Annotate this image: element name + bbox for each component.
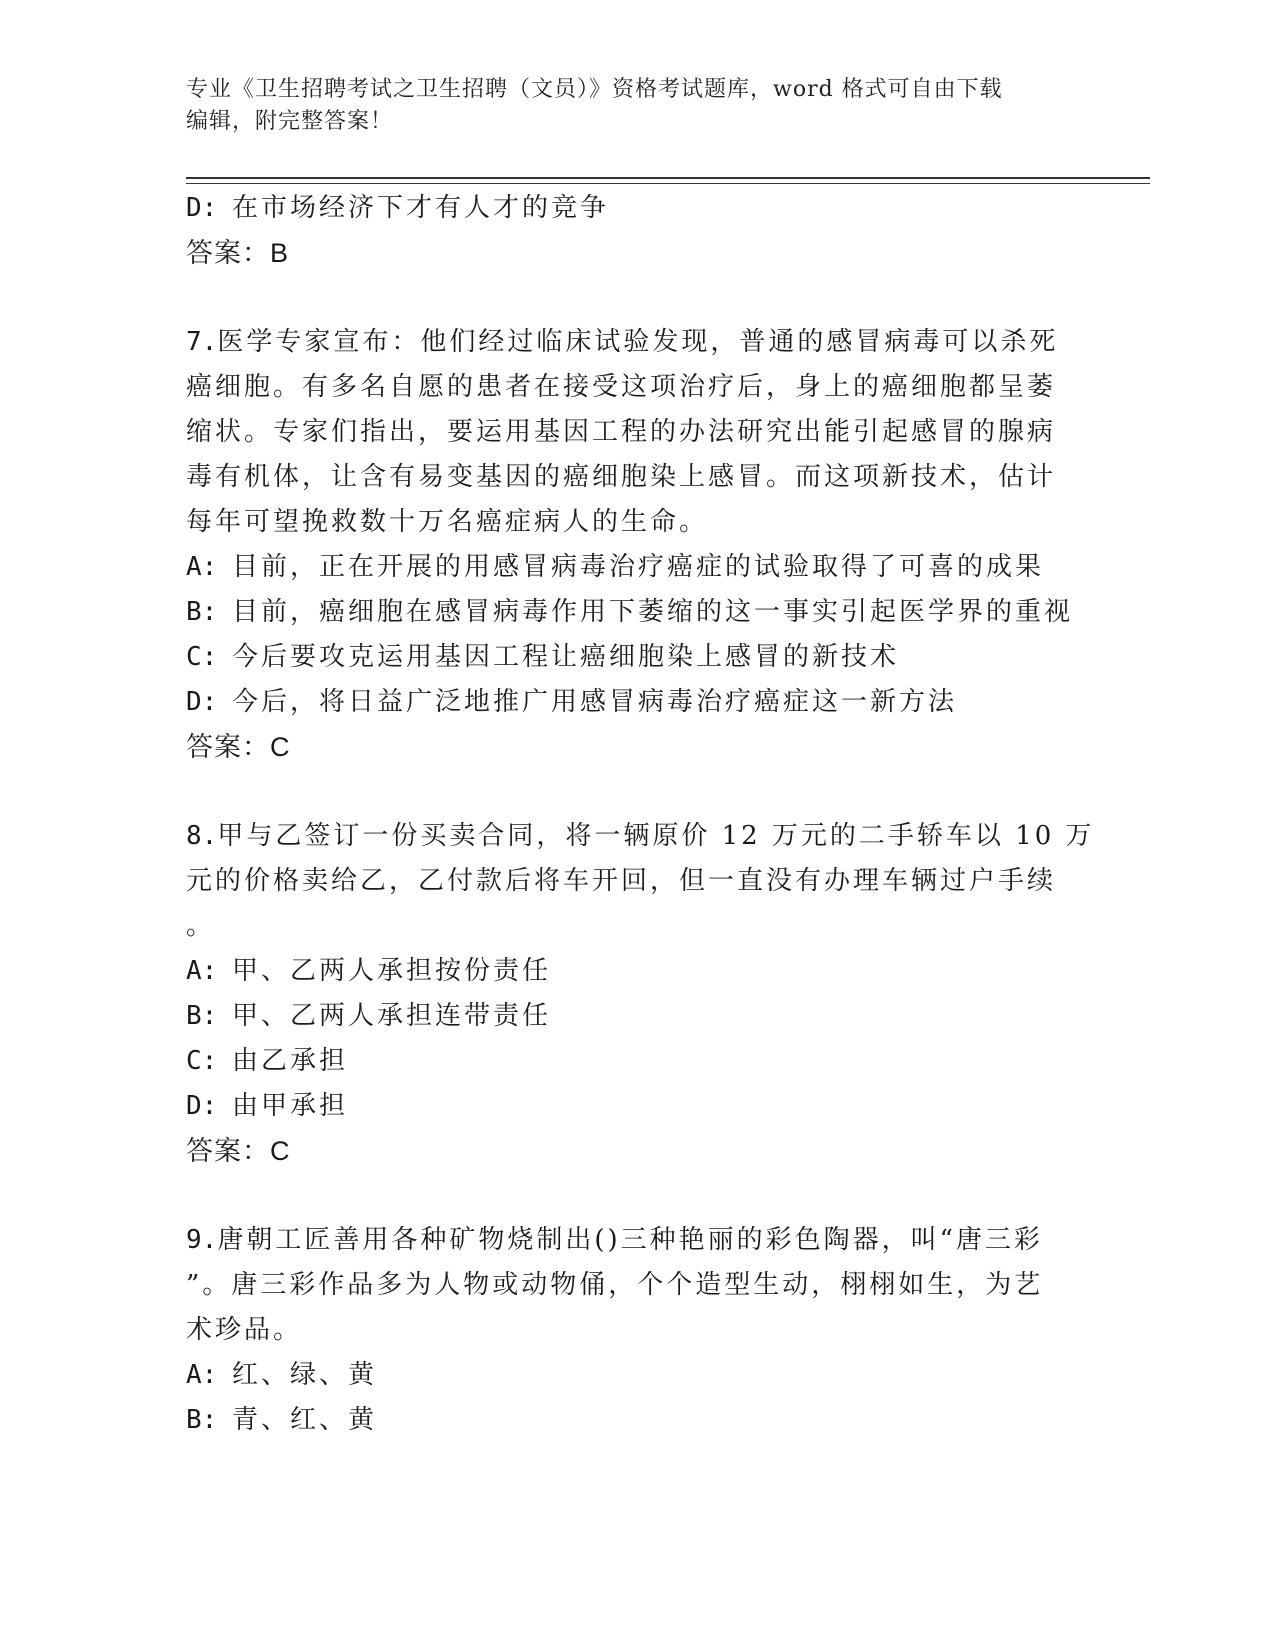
option-label: B: (186, 597, 218, 627)
option-text: 在市场经济下才有人才的竞争 (232, 193, 610, 223)
question-stem-line: 每年可望挽救数十万名癌症病人的生命。 (186, 507, 709, 537)
option-b (186, 590, 1086, 635)
header-line-1: 专业《卫生招聘考试之卫生招聘（文员）》资格考试题库，word 格式可自由下载 (186, 77, 1003, 102)
option-c (186, 1039, 1086, 1084)
question-stem-line: 缩状。专家们指出，要运用基因工程的办法研究出能引起感冒的腺病 (186, 417, 1057, 447)
option-label: A: (186, 1360, 218, 1390)
header-divider-thick (186, 177, 1150, 179)
option-d (186, 680, 1086, 725)
question-stem-line: 8.甲与乙签订一份买卖合同，将一辆原价 12 万元的二手轿车以 10 万 (186, 821, 1095, 851)
option-text: 目前，正在开展的用感冒病毒治疗癌症的试验取得了可喜的成果 (232, 552, 1045, 582)
option-label: A: (186, 956, 218, 986)
option-text: 青、红、黄 (232, 1405, 378, 1435)
document-body (186, 186, 1095, 1443)
option-a (186, 949, 1086, 994)
question-stem-line: 癌细胞。有多名自愿的患者在接受这项治疗后，身上的癌细胞都呈萎 (186, 372, 1057, 402)
option-label: C: (186, 1046, 218, 1076)
question-stem-line: 7.医学专家宣布：他们经过临床试验发现，普通的感冒病毒可以杀死 (186, 327, 1059, 357)
question-stem-line: 术珍品。 (186, 1315, 303, 1345)
option-label: D: (186, 193, 218, 223)
answer-line: 答案：C (186, 732, 291, 762)
option-label: C: (186, 642, 218, 672)
answer-line: 答案：C (186, 1136, 291, 1166)
option-d (186, 1084, 1086, 1129)
option-text: 今后，将日益广泛地推广用感冒病毒治疗癌症这一新方法 (232, 687, 958, 717)
option-text: 由甲承担 (232, 1091, 349, 1121)
option-c (186, 635, 1086, 680)
option-text: 目前，癌细胞在感冒病毒作用下萎缩的这一事实引起医学界的重视 (232, 597, 1074, 627)
option-label: B: (186, 1001, 218, 1031)
question-number: 8. (186, 821, 218, 851)
question-stem-line: 毒有机体，让含有易变基因的癌细胞染上感冒。而这项新技术，估计 (186, 462, 1057, 492)
question-stem-line: 元的价格卖给乙，乙付款后将车开回，但一直没有办理车辆过户手续 (186, 866, 1057, 896)
option-text: 由乙承担 (232, 1046, 349, 1076)
document-header (186, 74, 1066, 138)
option-label: D: (186, 1091, 218, 1121)
option-text: 甲、乙两人承担按份责任 (232, 956, 552, 986)
answer-line: 答案：B (186, 238, 290, 268)
question-number: 9. (186, 1225, 218, 1255)
option-b (186, 994, 1086, 1039)
option-a (186, 545, 1086, 590)
option-text: 今后要攻克运用基因工程让癌细胞染上感冒的新技术 (232, 642, 900, 672)
question-stem-line: ”。唐三彩作品多为人物或动物俑，个个造型生动，栩栩如生，为艺 (186, 1270, 1044, 1300)
header-divider-thin (186, 183, 1150, 184)
option-text: 红、绿、黄 (232, 1360, 378, 1390)
question-stem-line: 。 (186, 911, 216, 941)
question-9 (186, 1218, 1086, 1443)
option-text: 甲、乙两人承担连带责任 (232, 1001, 552, 1031)
option-a (186, 1353, 1086, 1398)
option-d (186, 186, 1086, 231)
option-label: B: (186, 1405, 218, 1435)
option-label: D: (186, 687, 218, 717)
question-8 (186, 814, 1095, 1174)
question-7 (186, 320, 1086, 770)
question-6-tail (186, 186, 1086, 276)
question-number: 7. (186, 327, 218, 357)
option-label: A: (186, 552, 218, 582)
question-stem-line: 9.唐朝工匠善用各种矿物烧制出()三种艳丽的彩色陶器，叫“唐三彩 (186, 1225, 1043, 1255)
header-line-2: 编辑，附完整答案！ (186, 109, 394, 134)
option-b (186, 1398, 1086, 1443)
